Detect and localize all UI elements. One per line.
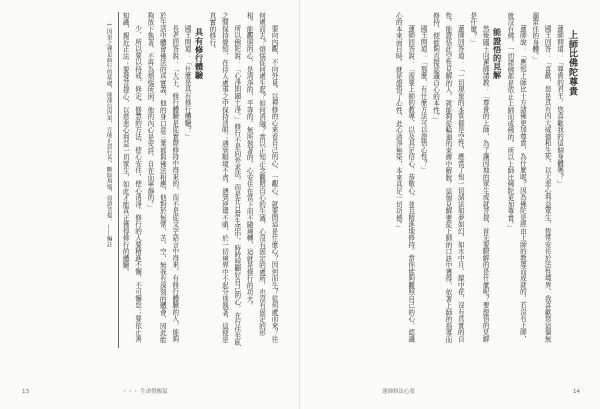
body-paragraph: 所以佛陀說：「心淨則國土淨。」修行不是向外求法，而是在日常生活中，時時照顧好自己的心，在行住坐臥之間保持覺知，在待人處事之中保持清明；遇到順境不貪，遇到逆境不瞋，於一切境界中不起分別執著，這便是真實的修行。 [207, 12, 241, 346]
body-paragraph: 國王回答：「喜歡，您是具有四大威德和生死、以大悲心利益眾生、恆常安住於法性境界、我喜歡您這個無漏常住的身體。」 [530, 12, 552, 343]
footnote: 1 因果之理是修行的基礎，能深信因果，方能止惡行善，斷除煩惱，得證菩提。——編註 [104, 12, 119, 348]
body-paragraph: 蓮師回答道：「一切現象的本質都是空性，應當了知一切諸法如夢如幻，如水中月、鏡中花，沒有真實的自性。能證悟此空性見解的人，就能夠從輪迴的束縛中解脫。這個見解要從上師的口訣中獲得，依著上師的指導而修持，便能夠直接認識自心的本性。」 [431, 12, 465, 343]
section-heading: 具有修行體驗 [194, 28, 205, 80]
body-paragraph: 少，所以要以持戒、修定、修慧的方法，使心安住，使心清淨。修行的人要精進不懈，不可懈怠；要依止善知識，親近正法；要發菩提心，以慈悲心利益一切眾生，如此才能真正獲得修行的體驗。 [121, 12, 142, 343]
right-page [300, 0, 600, 409]
body-paragraph: 國王問道：「那麼，有什麼方法可以證悟心性？」 [419, 25, 428, 174]
page-number: 13 [22, 389, 29, 395]
body-paragraph: 蓮師回答說：「需要上師的教導，以及具足信心、恭敬心，並且精進地修持。當你能夠觀照自己的心，認識心的本來面目時，就是證悟了心性，此心清淨無染，本來具足一切功德。」 [394, 12, 415, 343]
left-text-block [22, 12, 280, 348]
body-paragraph: 要向內觀，不向外覓。以禪修的心來看自己的心，一觀心，就要問這是什麼心？因何而生？從何處而來？往何處而去？煩惱從何處生起？如何消融？當以正知正念觀照自心的生滅，心沒有固定的處所，也沒有固定的形相。能觀照的心，是清淨的、平等的、無所執著的，心安住在當下而不隨境轉，這就是修行的功夫。 [245, 12, 278, 343]
body-paragraph: 長老回答說：「大王，修行體驗是從實際修持中得來的，而不是從文字語言中得來。有修行體驗的人，能夠於生活中體會佛法的真實義，他的身口意三業都與佛法相應，他對於無常、苦、空、無我有深刻的體會，因此能夠放下執著，不再為煩惱所困，他的內心是安詳、自在而寧靜的。」 [145, 12, 179, 343]
body-paragraph: 蓮師說：「應知上師比十方諸佛更加尊貴，為什麼呢？因為佛陀是經由上師的教導而成就的，若沒有上師，就沒有佛。一切諸佛都是依止上師而成佛的，所以上師比佛陀更加尊貴。」 [505, 12, 527, 343]
right-text-block [322, 12, 578, 348]
body-paragraph: 然後國王向蓮師請教：「尊貴的上師，為了讓因地的眾生成就菩提，首先要瞭解的是什麼呢？要證悟的見解是什麼？」 [468, 12, 490, 343]
page-number: 14 [573, 389, 580, 395]
chapter-heading: 上師比佛陀尊貴 [567, 30, 577, 96]
body-paragraph: 國王問道：「什麼是具有修行體驗？」 [183, 25, 192, 140]
running-title: 蓮師修法心要 [382, 389, 416, 395]
body-paragraph: 蓮師問道：「尊貴的君王，您喜歡我的這個身體嗎？」 [555, 25, 564, 188]
running-title: ・・・ 生命覺醒篇 [122, 389, 168, 395]
section-heading: 能證悟的見解 [492, 28, 503, 80]
